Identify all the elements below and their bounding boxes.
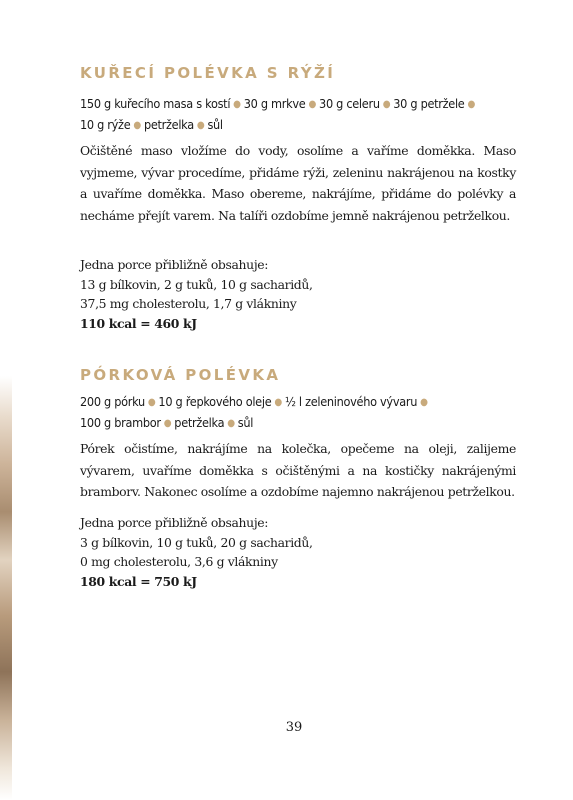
ingredient: 10 g rýže	[80, 117, 131, 132]
bullet-separator-icon: ●	[133, 120, 141, 131]
recipe-title: KUŘECÍ POLÉVKA S RÝŽÍ	[80, 64, 336, 82]
bullet-separator-icon: ●	[420, 397, 428, 408]
bullet-separator-icon: ●	[308, 99, 317, 110]
nutrition-info	[80, 255, 516, 334]
bullet-separator-icon: ●	[274, 397, 282, 408]
ingredient: petrželka	[143, 117, 194, 132]
ingredient: 30 g mrkve	[243, 96, 306, 111]
nutrition-line: 13 g bílkovin, 2 g tuků, 10 g sacharidů,	[80, 276, 313, 292]
bullet-separator-icon: ●	[163, 418, 172, 429]
recipe-title: PÓRKOVÁ POLÉVKA	[80, 366, 281, 384]
ingredient: 30 g celeru	[319, 96, 380, 111]
nutrition-line: 0 mg cholesterolu, 3,6 g vlákniny	[80, 554, 278, 570]
nutrition-line: 37,5 mg cholesterolu, 1,7 g vlákniny	[80, 296, 297, 312]
kcal-value: 110 kcal = 460 kJ	[80, 316, 197, 332]
bullet-separator-icon: ●	[467, 99, 476, 110]
ingredient: sůl	[237, 415, 254, 430]
page-number: 39	[285, 720, 303, 735]
ingredient: sůl	[207, 117, 223, 132]
nutrition-info	[80, 513, 516, 592]
bullet-separator-icon: ●	[147, 397, 156, 408]
nutrition-intro: Jedna porce přibližně obsahuje:	[80, 257, 269, 272]
ingredient: ½ l zeleninového vývaru	[284, 394, 418, 409]
ingredient: 200 g pórku	[80, 394, 145, 409]
recipe-method: Pórek očistíme, nakrájíme na kolečka, opečeme na oleji, zalijeme vývarem, uvaříme doměkka s očištěnými a na kostičky nakrájenými bramborv. Nakonec osolíme a ozdobíme najemno nakrájenou petrželkou.	[80, 441, 516, 499]
recipe-method: Očištěné maso vložíme do vody, osolíme a vaříme doměkka. Maso vyjmeme, vývar procedíme, přidáme rýži, zeleninu nakrájenou na kostky a uvaříme doměkka. Maso obereme, nakrájíme, přidáme do polévky a necháme přejít varem. Na talíři ozdobíme jemně nakrájenou petrželkou.	[80, 143, 516, 223]
ingredient: 10 g řepkového oleje	[158, 394, 272, 409]
ingredient: 150 g kuřecího masa s kostí	[80, 96, 231, 111]
decorative-photo-strip	[0, 0, 12, 800]
nutrition-line: 3 g bílkovin, 10 g tuků, 20 g sacharidů,	[80, 534, 313, 550]
ingredient-list	[80, 94, 520, 136]
bullet-separator-icon: ●	[382, 99, 391, 110]
bullet-separator-icon: ●	[227, 418, 235, 429]
bullet-separator-icon: ●	[196, 120, 205, 131]
ingredient-list	[80, 392, 520, 434]
ingredient: petrželka	[174, 415, 225, 430]
ingredient: 30 g petržele	[393, 96, 465, 111]
bullet-separator-icon: ●	[233, 99, 241, 110]
kcal-value: 180 kcal = 750 kJ	[80, 574, 197, 590]
ingredient: 100 g brambor	[80, 415, 161, 430]
nutrition-intro: Jedna porce přibližně obsahuje:	[80, 515, 269, 530]
